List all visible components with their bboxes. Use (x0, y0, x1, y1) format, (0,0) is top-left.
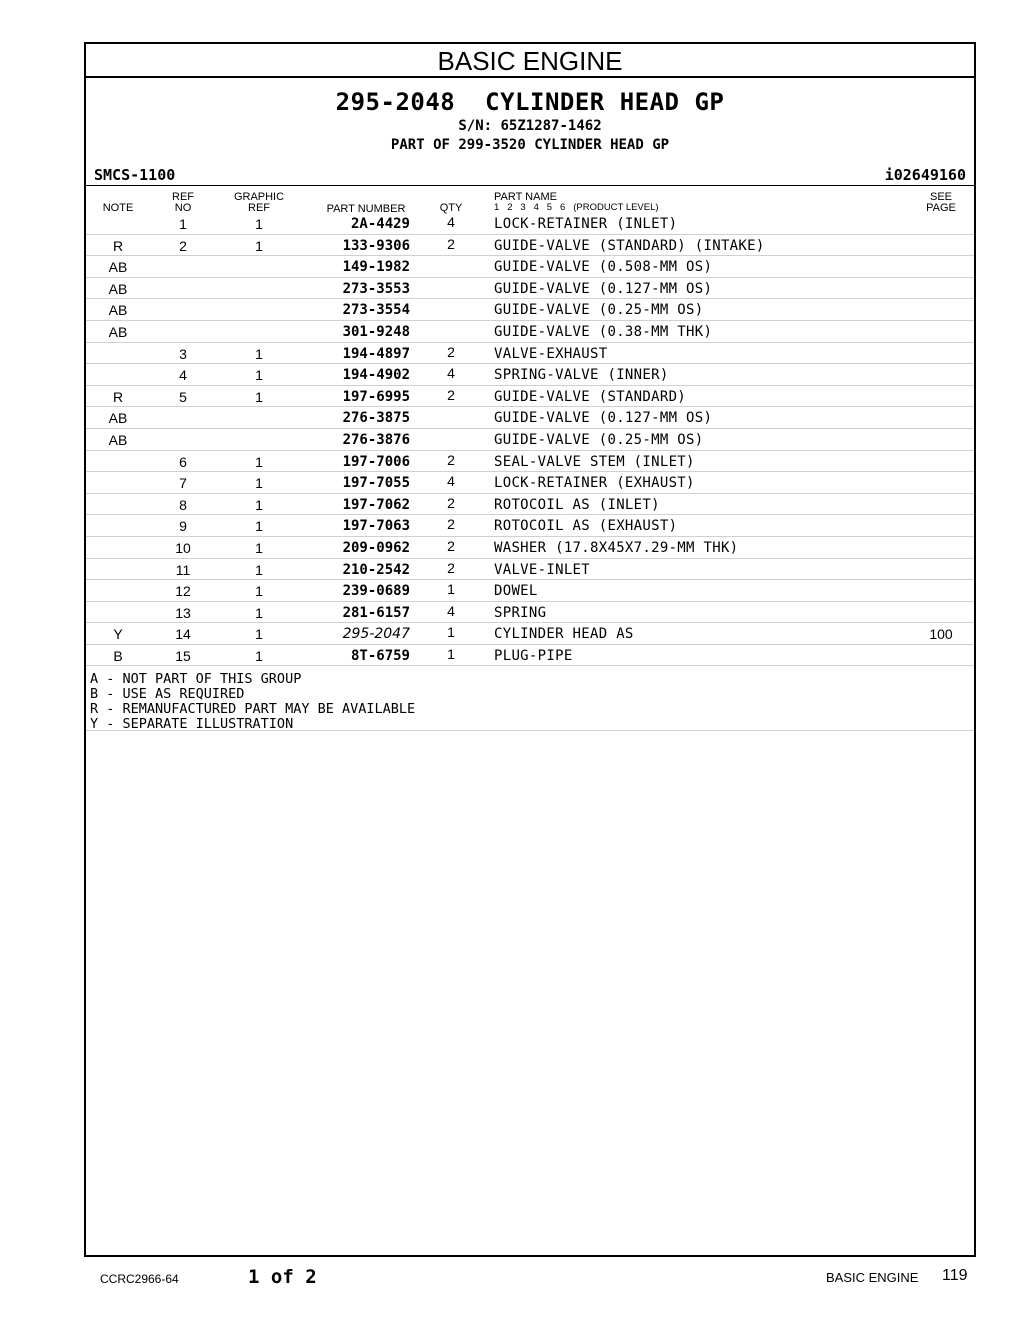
part-number-cell: 209-0962 (342, 539, 410, 556)
col-ref-no-line1: REF (172, 191, 194, 203)
table-row (86, 451, 974, 473)
parts-list (86, 213, 974, 666)
note-cell: Y (113, 626, 123, 643)
qty-cell: 2 (447, 451, 455, 468)
part-number-cell: 133-9306 (342, 237, 410, 254)
table-row (86, 515, 974, 537)
qty-cell: 2 (447, 235, 455, 252)
part-number-cell: 210-2542 (342, 561, 410, 578)
col-graphic-ref (226, 192, 292, 214)
graphic-ref-cell: 1 (255, 604, 263, 621)
part-number-cell: 197-7055 (342, 475, 410, 492)
part-number-cell: 239-0689 (342, 583, 410, 600)
part-number-cell: 149-1982 (342, 259, 410, 276)
ref-no-cell: 15 (175, 647, 191, 664)
part-number-cell: 197-6995 (342, 388, 410, 405)
part-name-cell: SEAL-VALVE STEM (INLET) (494, 453, 695, 470)
table-row (86, 256, 974, 278)
graphic-ref-cell: 1 (255, 583, 263, 600)
ref-no-cell: 11 (175, 561, 191, 578)
footer-section: BASIC ENGINE (826, 1270, 919, 1285)
part-name-cell: GUIDE-VALVE (STANDARD) (INTAKE) (494, 237, 765, 254)
notes-divider (86, 730, 974, 731)
note-cell: AB (108, 323, 128, 340)
table-row (86, 494, 974, 516)
part-number-cell: 197-7006 (342, 453, 410, 470)
header-divider (86, 185, 974, 186)
col-see-page (916, 192, 966, 214)
note-cell: AB (108, 280, 128, 297)
note-y: Y - SEPARATE ILLUSTRATION (90, 716, 294, 732)
part-name-cell: LOCK-RETAINER (EXHAUST) (494, 475, 695, 492)
group-name: CYLINDER HEAD GP (485, 88, 725, 116)
ref-no-cell: 3 (179, 345, 187, 362)
part-name-cell: SPRING (494, 604, 547, 621)
note-b: B - USE AS REQUIRED (90, 686, 245, 702)
part-name-cell: WASHER (17.8X45X7.29-MM THK) (494, 539, 739, 556)
part-name-cell: VALVE-INLET (494, 561, 591, 578)
part-name-cell: SPRING-VALVE (INNER) (494, 367, 669, 384)
col-part-name: PART NAME (494, 191, 557, 203)
part-name-cell: GUIDE-VALVE (STANDARD) (494, 388, 687, 405)
ref-no-cell: 5 (179, 388, 187, 405)
parent-group: PART OF 299-3520 CYLINDER HEAD GP (390, 137, 670, 153)
table-row (86, 213, 974, 235)
qty-cell: 2 (447, 516, 455, 533)
table-row (86, 407, 974, 429)
table-row (86, 429, 974, 451)
table-row (86, 299, 974, 321)
table-row (86, 623, 974, 645)
ref-no-cell: 9 (179, 518, 187, 535)
note-cell: AB (108, 259, 128, 276)
qty-cell: 1 (447, 624, 455, 641)
table-row (86, 602, 974, 624)
table-row (86, 645, 974, 667)
qty-cell: 4 (447, 214, 455, 230)
qty-cell: 4 (447, 473, 455, 490)
col-graphic-ref-line2: REF (248, 202, 270, 214)
graphic-ref-cell: 1 (255, 496, 263, 513)
graphic-ref-cell: 1 (255, 367, 263, 384)
col-graphic-ref-line1: GRAPHIC (233, 191, 285, 203)
part-name-cell: LOCK-RETAINER (INLET) (494, 216, 678, 232)
ref-no-cell: 4 (179, 367, 187, 384)
footer-page-number: 119 (942, 1267, 968, 1284)
part-name-cell: ROTOCOIL AS (INLET) (494, 496, 660, 513)
qty-cell: 2 (447, 537, 455, 554)
part-name-cell: PLUG-PIPE (494, 647, 573, 664)
graphic-ref-cell: 1 (255, 216, 263, 232)
part-number-cell: 273-3553 (342, 280, 410, 297)
part-name-cell: GUIDE-VALVE (0.127-MM OS) (494, 280, 713, 297)
part-number-cell: 197-7062 (342, 496, 410, 513)
graphic-ref-cell: 1 (255, 626, 263, 643)
note-cell: AB (108, 410, 128, 427)
part-number-cell: 2A-4429 (350, 216, 410, 232)
graphic-ref-cell: 1 (255, 647, 263, 664)
footer-doc-code: CCRC2966-64 (100, 1272, 179, 1286)
part-number-cell: 276-3876 (342, 431, 410, 448)
graphic-ref-cell: 1 (255, 539, 263, 556)
table-row (86, 537, 974, 559)
table-row (86, 321, 974, 343)
see-page-cell: 100 (929, 626, 953, 643)
graphic-ref-cell: 1 (255, 475, 263, 492)
qty-cell: 2 (447, 494, 455, 511)
col-ref-no (156, 192, 210, 214)
ref-no-cell: 1 (179, 216, 187, 232)
table-row (86, 559, 974, 581)
ref-no-cell: 2 (179, 237, 187, 254)
table-row (86, 386, 974, 408)
table-row (86, 472, 974, 494)
qty-cell: 1 (447, 581, 455, 598)
part-number-cell: 281-6157 (342, 604, 410, 621)
ref-no-cell: 6 (179, 453, 187, 470)
note-a: A - NOT PART OF THIS GROUP (90, 671, 302, 687)
part-number-cell: 301-9248 (342, 323, 410, 340)
illustration-id: i02649160 (884, 166, 966, 184)
serial-number-range: S/N: 65Z1287-1462 (458, 118, 602, 134)
qty-cell: 4 (447, 365, 455, 382)
graphic-ref-cell: 1 (255, 453, 263, 470)
ref-no-cell: 12 (175, 583, 191, 600)
footer-page-of: 1 of 2 (248, 1266, 317, 1288)
part-name-cell: GUIDE-VALVE (0.508-MM OS) (494, 259, 713, 276)
part-number-cell: 295-2047 (342, 626, 410, 643)
col-see-page-line2: PAGE (926, 202, 956, 214)
notes-legend (90, 672, 415, 732)
part-name-cell: GUIDE-VALVE (0.25-MM OS) (494, 302, 704, 319)
qty-cell: 1 (447, 645, 455, 662)
part-number-cell: 194-4897 (342, 345, 410, 362)
col-qty: QTY (439, 202, 463, 214)
graphic-ref-cell: 1 (255, 237, 263, 254)
table-row (86, 364, 974, 386)
part-number-cell: 197-7063 (342, 518, 410, 535)
table-row (86, 580, 974, 602)
product-level-scale: 1 2 3 4 5 6 (PRODUCT LEVEL) (494, 202, 659, 213)
note-cell: R (112, 237, 124, 254)
part-name-cell: VALVE-EXHAUST (494, 345, 608, 362)
group-title (86, 88, 974, 116)
graphic-ref-cell: 1 (255, 518, 263, 535)
section-title: BASIC ENGINE (86, 44, 974, 78)
ref-no-cell: 8 (179, 496, 187, 513)
part-name-cell: GUIDE-VALVE (0.38-MM THK) (494, 323, 713, 340)
part-name-cell: GUIDE-VALVE (0.25-MM OS) (494, 431, 704, 448)
note-cell: B (113, 647, 123, 664)
table-row (86, 235, 974, 257)
ref-no-cell: 13 (175, 604, 191, 621)
part-name-cell: CYLINDER HEAD AS (494, 626, 634, 643)
graphic-ref-cell: 1 (255, 345, 263, 362)
graphic-ref-cell: 1 (255, 388, 263, 405)
part-number-cell: 276-3875 (342, 410, 410, 427)
group-number: 295-2048 (335, 88, 456, 116)
note-cell: R (112, 388, 124, 405)
col-see-page-line1: SEE (929, 191, 952, 203)
note-cell: AB (108, 302, 128, 319)
col-ref-no-line2: NO (174, 202, 192, 214)
qty-cell: 2 (447, 386, 455, 403)
table-row (86, 278, 974, 300)
ref-no-cell: 14 (175, 626, 191, 643)
graphic-ref-cell: 1 (255, 561, 263, 578)
smcs-code: SMCS-1100 (94, 166, 176, 184)
note-r: R - REMANUFACTURED PART MAY BE AVAILABLE (90, 701, 416, 717)
note-cell: AB (108, 431, 128, 448)
part-number-cell: 273-3554 (342, 302, 410, 319)
table-row (86, 343, 974, 365)
qty-cell: 4 (447, 602, 455, 619)
part-name-cell: ROTOCOIL AS (EXHAUST) (494, 518, 678, 535)
col-part-number: PART NUMBER (326, 203, 406, 215)
part-number-cell: 194-4902 (342, 367, 410, 384)
col-note: NOTE (102, 202, 134, 214)
parts-page-frame (84, 42, 976, 1257)
qty-cell: 2 (447, 559, 455, 576)
qty-cell: 2 (447, 343, 455, 360)
ref-no-cell: 10 (175, 539, 191, 556)
part-number-cell: 8T-6759 (350, 647, 410, 664)
part-name-cell: DOWEL (494, 583, 538, 600)
part-name-cell: GUIDE-VALVE (0.127-MM OS) (494, 410, 713, 427)
ref-no-cell: 7 (179, 475, 187, 492)
